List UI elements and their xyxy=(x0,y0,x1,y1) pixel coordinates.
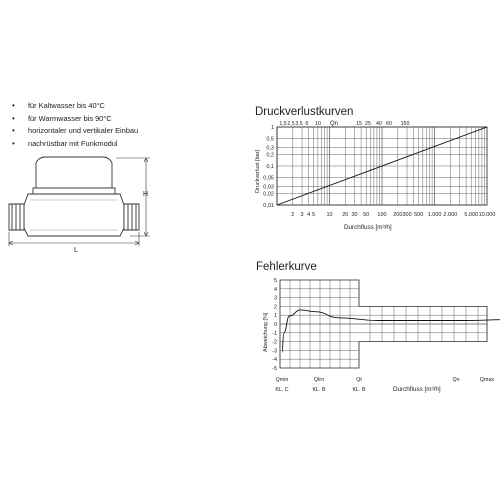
pressure-x-tick: 200 xyxy=(393,212,403,218)
pressure-x-tick: 10.000 xyxy=(478,212,496,218)
error-q-label: Qmin xyxy=(275,377,289,383)
pressure-x-tick-labels xyxy=(291,212,495,218)
error-q-label: Qmax xyxy=(479,377,495,383)
pressure-x-tick: 3 xyxy=(300,212,304,218)
error-y-tick: -2 xyxy=(272,339,277,346)
pressure-qn-tick: 15 xyxy=(356,121,362,127)
error-y-tick: -1 xyxy=(272,330,277,337)
pressure-x-tick: 300 xyxy=(402,212,412,218)
error-chart-title: Fehlerkurve xyxy=(256,261,317,273)
pressure-y-tick: 0,5 xyxy=(266,136,274,143)
error-y-tick: 2 xyxy=(273,304,277,311)
error-y-tick: -5 xyxy=(272,366,277,372)
error-y-tick: -4 xyxy=(272,357,277,364)
error-y-tick: -3 xyxy=(272,348,277,355)
pressure-y-tick: 0,02 xyxy=(263,191,274,198)
pressure-y-tick: 0,2 xyxy=(266,152,274,159)
error-curve-line xyxy=(282,310,500,352)
pressure-x-tick: 5.000 xyxy=(464,212,479,218)
meter-cap xyxy=(36,157,112,188)
pressure-x-tick: 1.000 xyxy=(427,212,442,218)
pressure-qn-tick: 25 xyxy=(365,121,371,127)
error-y-tick-labels xyxy=(272,278,277,372)
meter-cap-ring xyxy=(33,188,115,194)
pressure-y-tick: 0,3 xyxy=(266,145,274,152)
pressure-y-tick: 0,03 xyxy=(263,184,274,191)
error-y-axis-label: Abweichung [%] xyxy=(263,312,269,352)
pressure-x-tick: 20 xyxy=(342,212,349,218)
pressure-y-axis-label: Druckverlust [bar] xyxy=(255,149,261,193)
pressure-y-tick: 0,01 xyxy=(263,203,274,209)
pressure-y-tick: 1 xyxy=(270,125,274,131)
pressure-x-tick: 10 xyxy=(326,212,333,218)
meter-outlet-connector xyxy=(124,204,139,230)
error-chart-grid xyxy=(280,280,487,368)
water-meter-drawing xyxy=(9,157,150,246)
pressure-qn-tick: 40 xyxy=(376,121,382,127)
error-x-axis-label: Durchfluss [m³/h] xyxy=(393,386,441,393)
pressure-x-tick: 2 xyxy=(291,212,295,218)
meter-inlet-connector xyxy=(9,204,24,230)
pressure-x-axis-label: Durchfluss [m³/h] xyxy=(344,224,392,231)
pressure-x-tick: 30 xyxy=(351,212,358,218)
error-class-label: KL. C xyxy=(275,387,289,393)
feature-item: • für Warmwasser bis 90°C xyxy=(6,113,138,126)
error-curve-series xyxy=(282,310,500,352)
pressure-qn-tick: 10 xyxy=(315,121,321,127)
error-class-label: KL. B xyxy=(312,387,326,393)
height-label: H xyxy=(143,191,149,198)
pressure-x-tick: 100 xyxy=(377,212,387,218)
error-q-labels xyxy=(275,377,494,393)
pressure-x-tick: 5 xyxy=(312,212,316,218)
error-y-tick: 3 xyxy=(273,295,277,302)
pressure-x-tick: 50 xyxy=(363,212,370,218)
pressure-qn-tick: 1,5 xyxy=(279,121,287,127)
pressure-y-tick-labels xyxy=(263,125,274,209)
pressure-x-tick: 2.000 xyxy=(443,212,458,218)
pressure-x-tick: 4 xyxy=(307,212,311,218)
error-q-label: Qn xyxy=(452,377,460,383)
pressure-qn-tick: 150 xyxy=(400,121,410,127)
pressure-qn-tick: 60 xyxy=(386,121,392,127)
feature-item: • nachrüstbar mit Funkmodul xyxy=(6,138,138,151)
length-label: L xyxy=(74,247,78,254)
feature-item: • horizontaler und vertikaler Einbau xyxy=(6,125,138,138)
pressure-qn-tick: 6 xyxy=(305,121,309,127)
error-y-tick: 5 xyxy=(273,278,277,284)
pressure-qn-tick: 2,5 xyxy=(287,121,295,127)
error-y-tick: 4 xyxy=(273,286,277,293)
error-y-tick: 1 xyxy=(273,313,277,320)
error-q-label: Qtrn xyxy=(313,377,325,383)
pressure-qn-label: Qn xyxy=(330,121,339,127)
error-class-label: KL. B xyxy=(352,387,366,393)
pressure-y-tick: 0,05 xyxy=(263,175,274,182)
error-y-tick: 0 xyxy=(273,322,277,328)
pressure-x-tick: 500 xyxy=(414,212,424,218)
pressure-chart-title: Druckverlustkurven xyxy=(255,106,354,118)
pressure-qn-ticks xyxy=(279,121,409,127)
pressure-qn-tick: 3,5 xyxy=(295,121,303,127)
pressure-y-tick: 0,1 xyxy=(266,164,274,170)
error-q-label: Qt xyxy=(356,377,362,383)
feature-item: • für Kaltwasser bis 40°C xyxy=(6,100,138,113)
